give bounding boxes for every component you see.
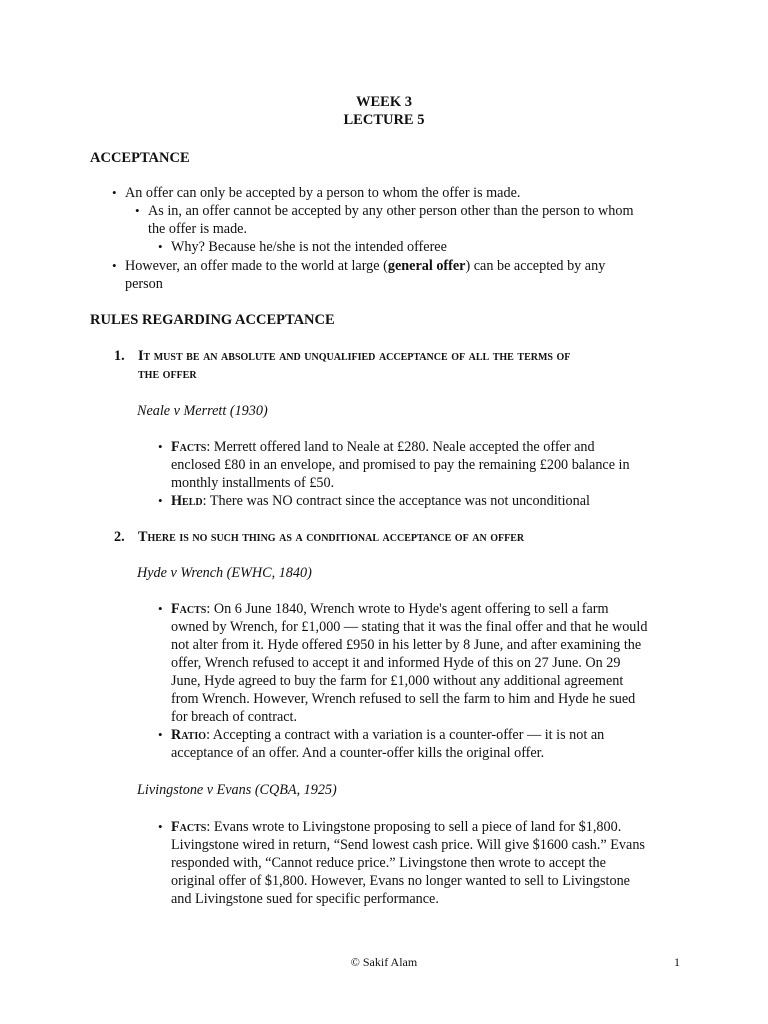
facts-text: June, Hyde agreed to buy the farm for £1,000 without any additional agreement — [171, 673, 624, 689]
rule-1-line-1: It must be an absolute and unqualified acceptance of all the terms of — [138, 348, 571, 364]
list-item — [125, 184, 685, 202]
facts-label: Facts — [171, 601, 207, 617]
rules-title: RULES REGARDING ACCEPTANCE — [90, 312, 335, 328]
facts-text: enclosed £80 in an envelope, and promised to pay the remaining £200 balance in — [171, 457, 630, 473]
list-item — [171, 238, 671, 256]
case-1-points — [171, 438, 691, 510]
acceptance-list — [125, 184, 685, 202]
general-offer-bold: general offer — [387, 258, 466, 274]
facts-text: not alter from it. Hyde offered £950 in his letter by 8 June, and after examining the — [171, 637, 642, 653]
facts-text: original offer of $1,800. However, Evans no longer wanted to sell to Livingstone — [171, 873, 630, 889]
list-item — [171, 818, 691, 908]
list-item — [171, 438, 691, 492]
bullet-text-cont: person — [125, 276, 163, 292]
facts-label: Facts — [171, 439, 207, 455]
case-neale-v-merrett: Neale v Merrett (1930) — [137, 403, 268, 419]
facts-text: and Livingstone sued for specific performance. — [171, 891, 439, 907]
facts-text: monthly installments of £50. — [171, 475, 335, 491]
facts-text: offer, Wrench refused to accept it and informed Hyde of this on 27 June. On 29 — [171, 655, 621, 671]
rule-1-line-2: the offer — [138, 366, 197, 382]
case-hyde-v-wrench: Hyde v Wrench (EWHC, 1840) — [137, 565, 312, 581]
week-heading: WEEK 3 — [356, 94, 412, 110]
facts-text: Livingstone wired in return, “Send lowest cash price. Will give $1600 cash.” Evans — [171, 837, 645, 853]
bullet-text: Why? Because he/she is not the intended offeree — [171, 239, 447, 255]
ratio-text: : Accepting a contract with a variation is a counter-offer — it is not an — [206, 727, 605, 743]
bullet-text: An offer can only be accepted by a person to whom the offer is made. — [125, 185, 521, 201]
facts-text: : Evans wrote to Livingstone proposing to sell a piece of land for $1,800. — [206, 819, 622, 835]
list-item — [125, 257, 685, 293]
ratio-label: Ratio — [171, 727, 207, 743]
rule-1-heading — [138, 347, 698, 383]
facts-text: for breach of contract. — [171, 709, 298, 725]
held-label: Held — [171, 493, 203, 509]
acceptance-title: ACCEPTANCE — [90, 150, 190, 166]
facts-label: Facts — [171, 819, 207, 835]
facts-text: owned by Wrench, for £1,000 — stating that it was the final offer and that he would — [171, 619, 648, 635]
acceptance-subsublist — [171, 238, 671, 256]
list-item — [171, 600, 691, 726]
ratio-text: acceptance of an offer. And a counter-offer kills the original offer. — [171, 745, 545, 761]
footer-author: © Sakif Alam — [350, 955, 418, 969]
bullet-text: However, an offer made to the world at large ( — [125, 258, 388, 274]
list-item — [148, 202, 688, 238]
page-number: 1 — [674, 955, 680, 969]
rule-2-heading: There is no such thing as a conditional acceptance of an offer — [138, 529, 525, 545]
rule-1-number: 1. — [114, 348, 125, 364]
bullet-text-cont: the offer is made. — [148, 221, 248, 237]
held-text: : There was NO contract since the acceptance was not unconditional — [202, 493, 590, 509]
lecture-heading: LECTURE 5 — [343, 112, 425, 128]
rule-2-number: 2. — [114, 529, 125, 545]
acceptance-list-2 — [125, 257, 685, 293]
bullet-text-post: ) can be accepted by any — [465, 258, 606, 274]
facts-text: : Merrett offered land to Neale at £280. Neale accepted the offer and — [206, 439, 595, 455]
facts-text: from Wrench. However, Wrench refused to sell the farm to him and Hyde he sued — [171, 691, 636, 707]
facts-text: responded with, “Cannot reduce price.” Livingstone then wrote to accept the — [171, 855, 606, 871]
list-item — [171, 726, 691, 762]
case-livingstone-v-evans: Livingstone v Evans (CQBA, 1925) — [137, 782, 337, 798]
list-item — [171, 492, 691, 510]
acceptance-sublist — [148, 202, 688, 238]
case-3-points — [171, 818, 691, 908]
facts-text: : On 6 June 1840, Wrench wrote to Hyde's agent offering to sell a farm — [206, 601, 609, 617]
bullet-text: • As in, an offer cannot be accepted by any other person other than the person to whom — [148, 203, 634, 219]
case-2-points — [171, 600, 691, 762]
